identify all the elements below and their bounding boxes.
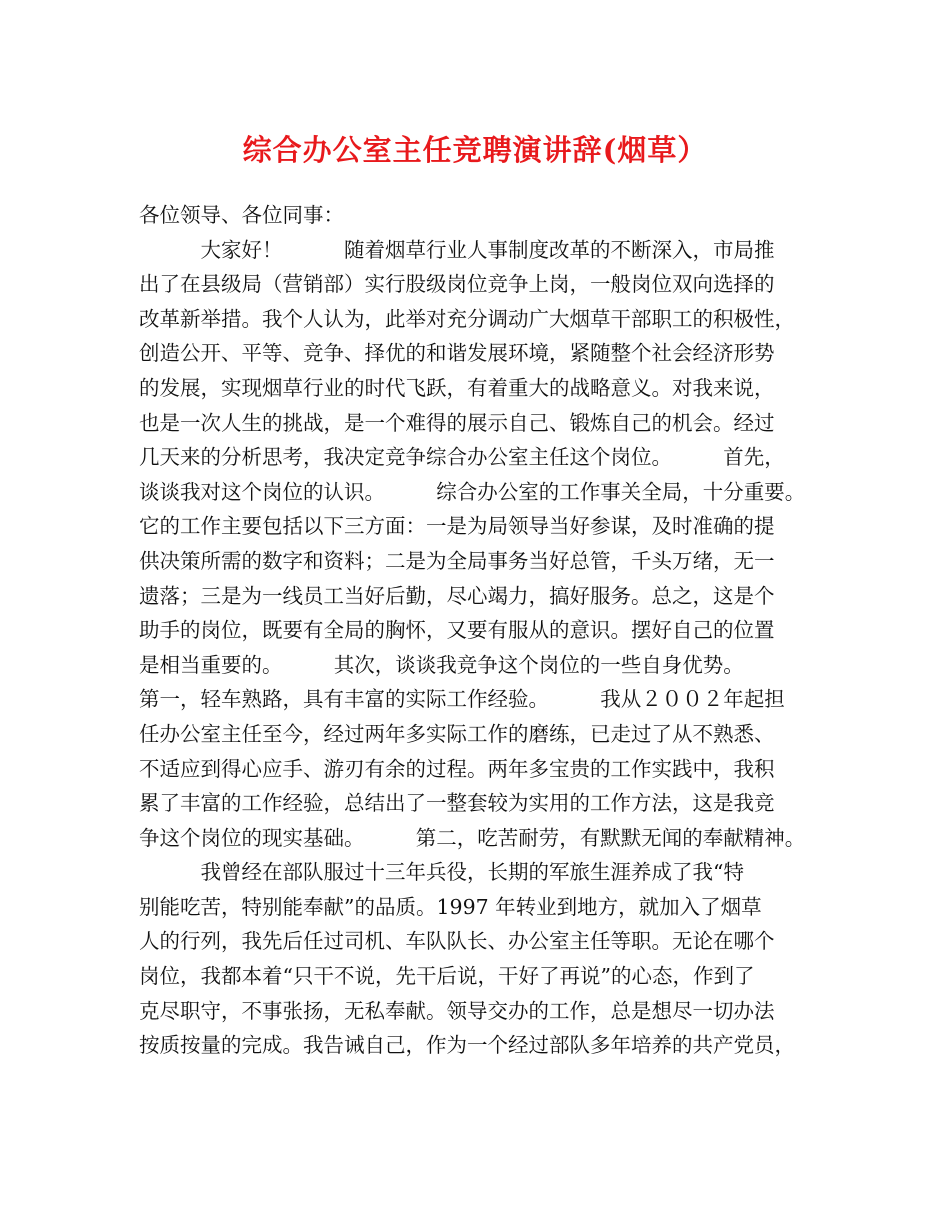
document-body (139, 198, 819, 1063)
body-line: 别能吃苦，特别能奉献”的品质。1997 年转业到地方，就加入了烟草 (139, 894, 762, 919)
body-line: 克尽职守，不事张扬，无私奉献。领导交办的工作，总是想尽一切办法 (139, 998, 775, 1023)
body-line: 各位领导、各位同事： (139, 203, 344, 227)
body-line: 出了在县级局（营销部）实行股级岗位竞争上岗，一般岗位双向选择的 (139, 272, 775, 297)
body-line: 我曾经在部队服过十三年兵役，长期的军旅生涯养成了我“特 (139, 860, 744, 885)
body-line: 助手的岗位，既要有全局的胸怀，又要有服从的意识。摆好自己的位置 (139, 618, 775, 643)
body-line: 几天来的分析思考，我决定竞争综合办公室主任这个岗位。 首先， (139, 445, 785, 470)
body-line: 是相当重要的。 其次，谈谈我竞争这个岗位的一些自身优势。 (139, 652, 744, 677)
body-line: 大家好！ 随着烟草行业人事制度改革的不断深入，市局推 (139, 237, 775, 262)
body-line: 任办公室主任至今，经过两年多实际工作的磨练，已走过了从不熟悉、 (139, 721, 775, 746)
body-line: 不适应到得心应手、游刃有余的过程。两年多宝贵的工作实践中，我积 (139, 756, 775, 781)
body-line: 也是一次人生的挑战，是一个难得的展示自己、锻炼自己的机会。经过 (139, 410, 775, 435)
body-line: 累了丰富的工作经验，总结出了一整套较为实用的工作方法，这是我竞 (139, 791, 775, 816)
body-line: 改革新举措。我个人认为，此举对充分调动广大烟草干部职工的积极性， (139, 306, 795, 331)
body-line: 第一，轻车熟路，具有丰富的实际工作经验。 我从２００２年起担 (139, 687, 785, 712)
body-line: 创造公开、平等、竞争、择优的和谐发展环境，紧随整个社会经济形势 (139, 341, 775, 366)
body-line: 供决策所需的数字和资料；二是为全局事务当好总管，千头万绪，无一 (139, 548, 775, 573)
body-line: 它的工作主要包括以下三方面：一是为局领导当好参谋，及时准确的提 (139, 514, 775, 539)
body-line: 的发展，实现烟草行业的时代飞跃，有着重大的战略意义。对我来说， (139, 375, 775, 400)
body-line: 人的行列，我先后任过司机、车队队长、办公室主任等职。无论在哪个 (139, 929, 775, 954)
body-line: 争这个岗位的现实基础。 第二，吃苦耐劳，有默默无闻的奉献精神。 (139, 825, 806, 850)
body-line: 按质按量的完成。我告诫自己，作为一个经过部队多年培养的共产党员， (139, 1033, 795, 1058)
body-line: 遗落；三是为一线员工当好后勤，尽心竭力，搞好服务。总之，这是个 (139, 583, 775, 608)
body-line: 谈谈我对这个岗位的认识。 综合办公室的工作事关全局，十分重要。 (139, 479, 806, 504)
document-title: 综合办公室主任竞聘演讲辞(烟草） (242, 133, 708, 167)
body-line: 岗位，我都本着“只干不说，先干后说，干好了再说”的心态，作到了 (139, 964, 755, 989)
